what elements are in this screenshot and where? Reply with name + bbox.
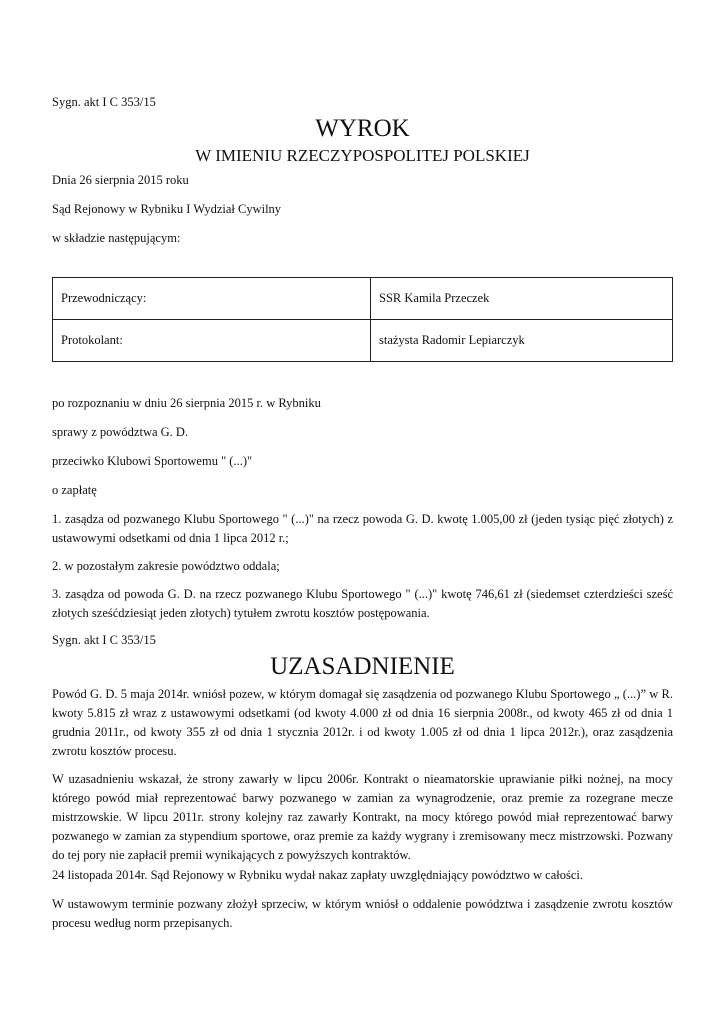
case-line: sprawy z powództwa G. D.	[52, 425, 189, 439]
table-row	[53, 278, 673, 320]
case-signature-top: Sygn. akt I C 353/15	[52, 95, 156, 109]
ruling-item-1: 1. zasądza od pozwanego Klubu Sportowego " (...)" na rzecz powoda G. D. kwotę 1.005,00 zł (jeden tysiąc pięć złotych) z ustawowymi odsetkami od dnia 1 lipca 2012 r.;	[52, 512, 673, 545]
ruling-item-2: 2. w pozostałym zakresie powództwo oddala;	[52, 559, 280, 573]
case-signature-justification: Sygn. akt I C 353/15	[52, 633, 156, 647]
panel-person-clerk: stażysta Radomir Lepiarczyk	[371, 320, 673, 362]
ruling-item-3: 3. zasądza od powoda G. D. na rzecz pozwanego Klubu Sportowego " (...)" kwotę 746,61 zł (siedemset czterdzieści sześć złotych sześćdziesiąt jeden złotych) tytułem zwrotu kosztów postępowania.	[52, 587, 673, 620]
court-panel-table	[52, 277, 673, 362]
subject-line: o zapłatę	[52, 483, 97, 497]
panel-role-clerk: Protokolant:	[53, 320, 371, 362]
table-row	[53, 320, 673, 362]
judgment-title: WYROK	[315, 115, 410, 142]
justification-paragraph-1: Powód G. D. 5 maja 2014r. wniósł pozew, w którym domagał się zasądzenia od pozwanego Klubu Sportowego „ (...)” w R. kwoty 5.815 zł wraz z ustawowymi odsetkami (od kwoty 4.000 zł od dnia 16 sierpnia 2008r., od kwoty 465 zł od dnia 1 grudnia 2011r., od kwoty 355 zł od dnia 1 stycznia 2012r. i od kwoty 1.005 zł od dnia 1 lipca 2012r.), oraz zasądzenia zwrotu kosztów procesu.	[52, 687, 673, 758]
composition-intro: w składzie następującym:	[52, 231, 181, 245]
panel-person-chair: SSR Kamila Przeczek	[371, 278, 673, 320]
panel-role-chair: Przewodniczący:	[53, 278, 371, 320]
judgment-subtitle: W IMIENIU RZECZYPOSPOLITEJ POLSKIEJ	[195, 146, 530, 165]
justification-paragraph-2: W uzasadnieniu wskazał, że strony zawarły w lipcu 2006r. Kontrakt o nieamatorskie uprawianie piłki nożnej, na mocy którego powód miał reprezentować barwy pozwanego w zamian za wynagrodzenie, oraz premie za rozegrane mecze mistrzowskie. W lipcu 2011r. strony kolejny raz zawarły Kontrakt, na mocy którego powód miał reprezentować barwy pozwanego w zamian za stypendium sportowe, oraz premie za każdy wygrany i zremisowany mecz mistrzowski. Pozwany do tej pory nie zapłacił premii wynikających z powyższych kontraktów.	[52, 772, 673, 862]
justification-paragraph-4: W ustawowym terminie pozwany złożył sprzeciw, w którym wniósł o oddalenie powództwa i zasądzenie zwrotu kosztów procesu według norm przepisanych.	[52, 897, 673, 930]
defendant-line: przeciwko Klubowi Sportowemu " (...)"	[52, 454, 253, 468]
justification-paragraph-3: 24 listopada 2014r. Sąd Rejonowy w Rybniku wydał nakaz zapłaty uwzględniający powództwo w całości.	[52, 868, 583, 882]
examination-line: po rozpoznaniu w dniu 26 sierpnia 2015 r. w Rybniku	[52, 396, 321, 410]
justification-title: UZASADNIENIE	[270, 653, 455, 680]
judgment-date: Dnia 26 sierpnia 2015 roku	[52, 173, 189, 187]
court-name: Sąd Rejonowy w Rybniku I Wydział Cywilny	[52, 202, 282, 216]
